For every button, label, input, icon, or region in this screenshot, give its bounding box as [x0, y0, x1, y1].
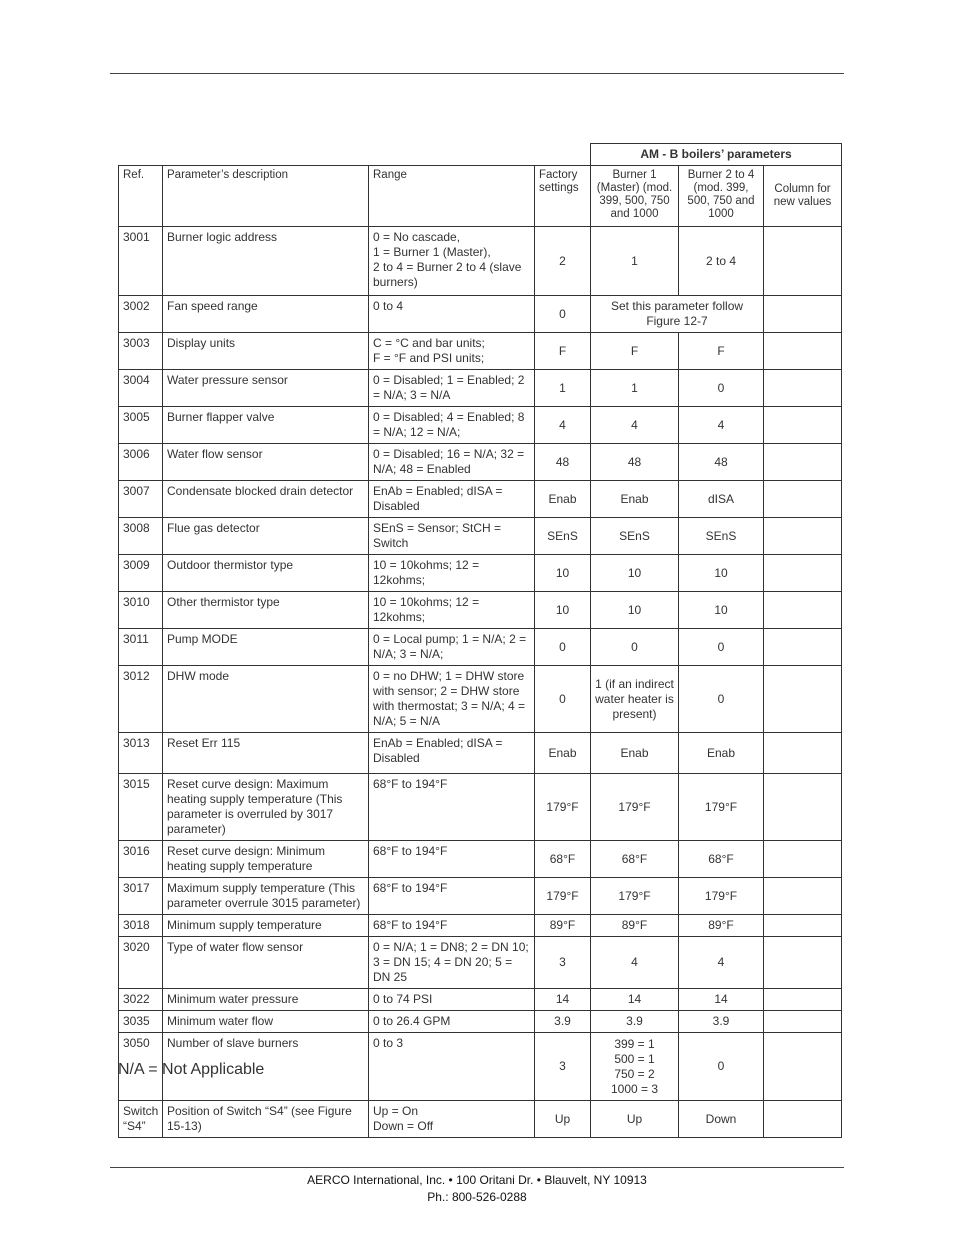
- cell-description: Reset Err 115: [163, 733, 369, 774]
- cell-burner-2-to-4: Enab: [679, 733, 764, 774]
- table-row: [119, 841, 842, 878]
- cell-description: Water flow sensor: [163, 444, 369, 481]
- cell-description: Other thermistor type: [163, 592, 369, 629]
- cell-range: 0 = Disabled; 4 = Enabled; 8 = N/A; 12 = N/A;: [369, 407, 535, 444]
- cell-burner-1: 399 = 1 500 = 1 750 = 2 1000 = 3: [591, 1033, 679, 1101]
- na-note: N/A = Not Applicable: [118, 1061, 265, 1078]
- cell-burner-merged: Set this parameter follow Figure 12-7: [591, 296, 764, 333]
- group-header-row: [119, 144, 842, 166]
- cell-factory: 68°F: [535, 841, 591, 878]
- cell-burner-1: 10: [591, 555, 679, 592]
- cell-range: 10 = 10kohms; 12 = 12kohms;: [369, 592, 535, 629]
- cell-ref: 3050: [119, 1033, 163, 1101]
- header-new-values: Column for new values: [764, 166, 842, 227]
- cell-burner-1: 3.9: [591, 1011, 679, 1033]
- cell-factory: 0: [535, 296, 591, 333]
- cell-ref: 3012: [119, 666, 163, 733]
- table-row: [119, 774, 842, 841]
- cell-range: 0 to 4: [369, 296, 535, 333]
- cell-factory: 14: [535, 989, 591, 1011]
- cell-factory: 3: [535, 1033, 591, 1101]
- cell-description: DHW mode: [163, 666, 369, 733]
- cell-description: Pump MODE: [163, 629, 369, 666]
- cell-burner-1: 179°F: [591, 774, 679, 841]
- cell-burner-2-to-4: F: [679, 333, 764, 370]
- cell-burner-1: 89°F: [591, 915, 679, 937]
- cell-burner-1: SEnS: [591, 518, 679, 555]
- cell-description: Minimum supply temperature: [163, 915, 369, 937]
- cell-description: Minimum water flow: [163, 1011, 369, 1033]
- cell-burner-1: 4: [591, 407, 679, 444]
- cell-burner-1: 48: [591, 444, 679, 481]
- cell-factory: 89°F: [535, 915, 591, 937]
- header-description: Parameter’s description: [163, 166, 369, 227]
- table-row: [119, 296, 842, 333]
- cell-factory: 4: [535, 407, 591, 444]
- cell-range: EnAb = Enabled; dISA = Disabled: [369, 481, 535, 518]
- table-row: [119, 481, 842, 518]
- cell-new-values: [764, 1011, 842, 1033]
- cell-new-values: [764, 407, 842, 444]
- cell-ref: 3035: [119, 1011, 163, 1033]
- cell-description: Burner logic address: [163, 227, 369, 296]
- table-row: [119, 555, 842, 592]
- cell-ref: 3017: [119, 878, 163, 915]
- cell-description: Fan speed range: [163, 296, 369, 333]
- table-row: [119, 333, 842, 370]
- cell-burner-1: Up: [591, 1101, 679, 1138]
- cell-burner-2-to-4: 0: [679, 629, 764, 666]
- cell-description: Burner flapper valve: [163, 407, 369, 444]
- cell-description: Maximum supply temperature (This parameter overrule 3015 parameter): [163, 878, 369, 915]
- header-burner-1: Burner 1 (Master) (mod. 399, 500, 750 and 1000: [591, 166, 679, 227]
- group-header: AM - B boilers’ parameters: [591, 144, 842, 166]
- cell-ref: 3013: [119, 733, 163, 774]
- header-range: Range: [369, 166, 535, 227]
- cell-burner-2-to-4: 0: [679, 666, 764, 733]
- cell-description: Outdoor thermistor type: [163, 555, 369, 592]
- cell-burner-2-to-4: 10: [679, 592, 764, 629]
- cell-burner-1: 179°F: [591, 878, 679, 915]
- cell-factory: 1: [535, 370, 591, 407]
- cell-range: 68°F to 194°F: [369, 878, 535, 915]
- cell-factory: 10: [535, 592, 591, 629]
- cell-new-values: [764, 878, 842, 915]
- cell-range: 0 = Disabled; 1 = Enabled; 2 = N/A; 3 = N/A: [369, 370, 535, 407]
- table-row: [119, 370, 842, 407]
- cell-ref: 3011: [119, 629, 163, 666]
- cell-range: 0 = no DHW; 1 = DHW store with sensor; 2 = DHW store with thermostat; 3 = N/A; 4 = N/A; 5 = N/A: [369, 666, 535, 733]
- cell-range: 0 = No cascade, 1 = Burner 1 (Master), 2 to 4 = Burner 2 to 4 (slave burners): [369, 227, 535, 296]
- cell-burner-1: F: [591, 333, 679, 370]
- table-row: [119, 878, 842, 915]
- cell-burner-1: 1: [591, 227, 679, 296]
- cell-new-values: [764, 333, 842, 370]
- cell-description: Condensate blocked drain detector: [163, 481, 369, 518]
- table-row: [119, 407, 842, 444]
- header-ref: Ref.: [119, 166, 163, 227]
- footer-address: AERCO International, Inc. • 100 Oritani Dr. • Blauvelt, NY 10913: [307, 1173, 647, 1187]
- cell-ref: 3020: [119, 937, 163, 989]
- cell-new-values: [764, 1033, 842, 1101]
- cell-description: Type of water flow sensor: [163, 937, 369, 989]
- parameters-table: [118, 143, 842, 1138]
- cell-range: 0 to 3: [369, 1033, 535, 1101]
- cell-range: 0 = N/A; 1 = DN8; 2 = DN 10; 3 = DN 15; 4 = DN 20; 5 = DN 25: [369, 937, 535, 989]
- cell-factory: Enab: [535, 733, 591, 774]
- cell-ref: 3004: [119, 370, 163, 407]
- cell-new-values: [764, 1101, 842, 1138]
- cell-burner-2-to-4: 0: [679, 1033, 764, 1101]
- cell-ref: 3008: [119, 518, 163, 555]
- cell-new-values: [764, 774, 842, 841]
- table-row: [119, 915, 842, 937]
- cell-range: EnAb = Enabled; dISA = Disabled: [369, 733, 535, 774]
- cell-description: Water pressure sensor: [163, 370, 369, 407]
- cell-burner-2-to-4: 48: [679, 444, 764, 481]
- cell-burner-2-to-4: 4: [679, 937, 764, 989]
- cell-range: 68°F to 194°F: [369, 915, 535, 937]
- cell-factory: SEnS: [535, 518, 591, 555]
- cell-burner-2-to-4: dISA: [679, 481, 764, 518]
- cell-description: Display units: [163, 333, 369, 370]
- cell-range: C = °C and bar units; F = °F and PSI units;: [369, 333, 535, 370]
- cell-new-values: [764, 518, 842, 555]
- cell-burner-2-to-4: 179°F: [679, 878, 764, 915]
- cell-ref: 3006: [119, 444, 163, 481]
- cell-new-values: [764, 629, 842, 666]
- cell-new-values: [764, 937, 842, 989]
- cell-ref: 3016: [119, 841, 163, 878]
- cell-new-values: [764, 666, 842, 733]
- cell-ref: 3009: [119, 555, 163, 592]
- cell-range: 68°F to 194°F: [369, 841, 535, 878]
- cell-burner-2-to-4: 14: [679, 989, 764, 1011]
- cell-range: Up = On Down = Off: [369, 1101, 535, 1138]
- cell-burner-1: 1 (if an indirect water heater is present): [591, 666, 679, 733]
- footer-rule: [110, 1167, 844, 1168]
- cell-ref: 3007: [119, 481, 163, 518]
- header-rule: [110, 73, 844, 74]
- cell-burner-2-to-4: Down: [679, 1101, 764, 1138]
- table-row: [119, 629, 842, 666]
- cell-ref: 3018: [119, 915, 163, 937]
- cell-burner-2-to-4: SEnS: [679, 518, 764, 555]
- cell-factory: 3: [535, 937, 591, 989]
- cell-burner-2-to-4: 68°F: [679, 841, 764, 878]
- cell-ref: 3005: [119, 407, 163, 444]
- header-burner-2-to-4: Burner 2 to 4 (mod. 399, 500, 750 and 1000: [679, 166, 764, 227]
- cell-burner-1: Enab: [591, 481, 679, 518]
- table-row: [119, 227, 842, 296]
- cell-description: Number of slave burners: [163, 1033, 369, 1101]
- table-row: [119, 444, 842, 481]
- cell-new-values: [764, 733, 842, 774]
- table-row: [119, 733, 842, 774]
- cell-description: Flue gas detector: [163, 518, 369, 555]
- cell-new-values: [764, 444, 842, 481]
- cell-burner-1: Enab: [591, 733, 679, 774]
- cell-range: 68°F to 194°F: [369, 774, 535, 841]
- cell-ref: 3010: [119, 592, 163, 629]
- cell-factory: 179°F: [535, 774, 591, 841]
- footer-phone: Ph.: 800-526-0288: [427, 1190, 527, 1204]
- cell-factory: 179°F: [535, 878, 591, 915]
- cell-description: Reset curve design: Minimum heating supply temperature: [163, 841, 369, 878]
- cell-new-values: [764, 481, 842, 518]
- cell-burner-2-to-4: 179°F: [679, 774, 764, 841]
- table-row: [119, 592, 842, 629]
- cell-range: 0 to 26.4 GPM: [369, 1011, 535, 1033]
- cell-new-values: [764, 555, 842, 592]
- cell-burner-1: 0: [591, 629, 679, 666]
- cell-burner-2-to-4: 0: [679, 370, 764, 407]
- cell-factory: 0: [535, 666, 591, 733]
- cell-burner-2-to-4: 2 to 4: [679, 227, 764, 296]
- cell-ref: 3002: [119, 296, 163, 333]
- table-row: [119, 1101, 842, 1138]
- table-row: [119, 1011, 842, 1033]
- cell-burner-2-to-4: 4: [679, 407, 764, 444]
- cell-burner-2-to-4: 3.9: [679, 1011, 764, 1033]
- cell-ref: 3001: [119, 227, 163, 296]
- cell-new-values: [764, 227, 842, 296]
- cell-factory: F: [535, 333, 591, 370]
- cell-factory: 10: [535, 555, 591, 592]
- cell-new-values: [764, 592, 842, 629]
- cell-new-values: [764, 370, 842, 407]
- header-factory-settings: Factory settings: [535, 166, 591, 227]
- cell-burner-1: 1: [591, 370, 679, 407]
- cell-description: Position of Switch “S4” (see Figure 15-13): [163, 1101, 369, 1138]
- cell-burner-2-to-4: 89°F: [679, 915, 764, 937]
- table-row: [119, 989, 842, 1011]
- cell-burner-1: 14: [591, 989, 679, 1011]
- cell-range: 0 = Local pump; 1 = N/A; 2 = N/A; 3 = N/A;: [369, 629, 535, 666]
- cell-new-values: [764, 915, 842, 937]
- cell-ref: 3022: [119, 989, 163, 1011]
- cell-factory: 3.9: [535, 1011, 591, 1033]
- cell-ref: 3015: [119, 774, 163, 841]
- cell-range: 0 = Disabled; 16 = N/A; 32 = N/A; 48 = Enabled: [369, 444, 535, 481]
- cell-factory: 0: [535, 629, 591, 666]
- cell-burner-2-to-4: 10: [679, 555, 764, 592]
- cell-ref: 3003: [119, 333, 163, 370]
- cell-description: Minimum water pressure: [163, 989, 369, 1011]
- column-header-row: [119, 166, 842, 227]
- cell-range: 0 to 74 PSI: [369, 989, 535, 1011]
- cell-factory: 2: [535, 227, 591, 296]
- cell-factory: 48: [535, 444, 591, 481]
- cell-new-values: [764, 989, 842, 1011]
- cell-burner-1: 68°F: [591, 841, 679, 878]
- cell-ref: Switch “S4”: [119, 1101, 163, 1138]
- cell-burner-1: 4: [591, 937, 679, 989]
- cell-factory: Enab: [535, 481, 591, 518]
- cell-new-values: [764, 841, 842, 878]
- cell-range: 10 = 10kohms; 12 = 12kohms;: [369, 555, 535, 592]
- table-row: [119, 666, 842, 733]
- table-row: [119, 937, 842, 989]
- cell-description: Reset curve design: Maximum heating supply temperature (This parameter is overruled by 3017 parameter): [163, 774, 369, 841]
- table-row: [119, 518, 842, 555]
- cell-new-values: [764, 296, 842, 333]
- cell-burner-1: 10: [591, 592, 679, 629]
- cell-factory: Up: [535, 1101, 591, 1138]
- cell-range: SEnS = Sensor; StCH = Switch: [369, 518, 535, 555]
